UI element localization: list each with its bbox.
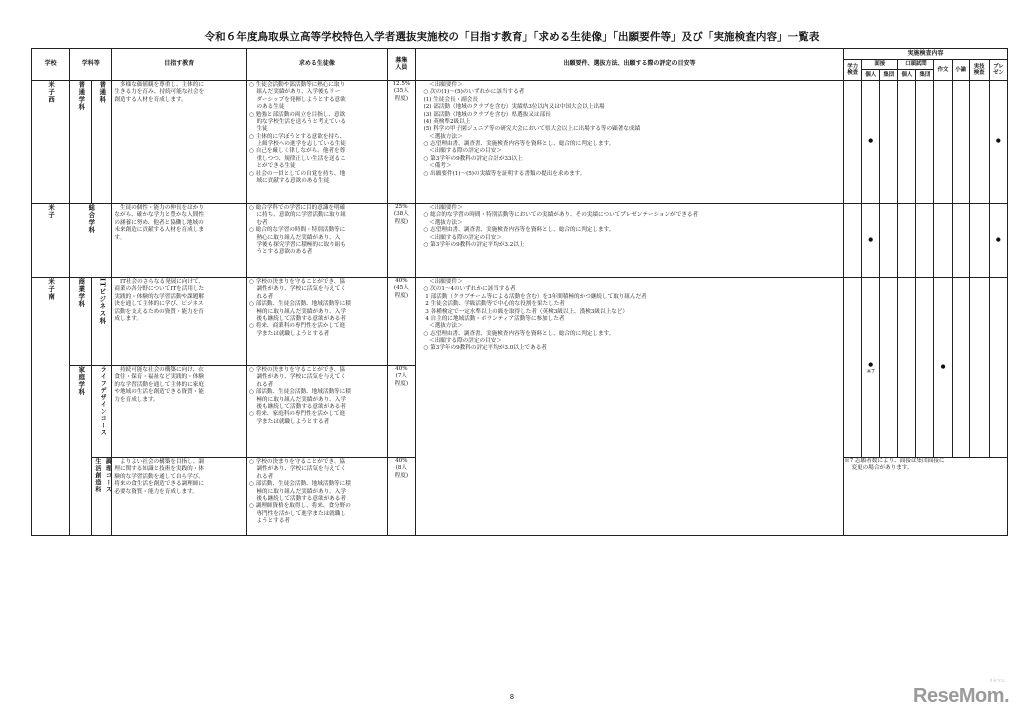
text-line: 必要な資質・能力を育成します。 xyxy=(114,488,198,495)
page-number: 8 xyxy=(510,694,514,701)
text-line: 学または就職しようとする者 xyxy=(249,418,330,425)
mark-cell xyxy=(969,204,989,278)
logo-ruby: リセマム xyxy=(989,678,1005,683)
sub-course-name: ITビジネス科 xyxy=(92,278,112,366)
requirements-text xyxy=(415,204,843,278)
text-line: む者 xyxy=(249,219,268,226)
capacity xyxy=(387,204,415,278)
text-line: ＜出願要件＞ xyxy=(417,82,463,88)
aim-text xyxy=(112,458,247,536)
mark-cell xyxy=(844,204,862,278)
header-course: 学科等 xyxy=(70,49,112,81)
capacity-line: 40% xyxy=(395,278,408,284)
page-title: 令和６年度鳥取県立高等学校特色入学者選抜実施校の「目指す教育」「求める生徒像」「出願要件等」及び「実施検査内容」一覧表 xyxy=(204,31,820,43)
text-line: (1) 生徒会長・副会長 xyxy=(417,96,478,103)
header-koutou-kojin: 個人 xyxy=(898,70,916,81)
course-name: 普通学科 xyxy=(70,81,92,204)
capacity-line: (7人 xyxy=(395,373,408,380)
mark-cell xyxy=(989,278,1007,458)
mark-cell xyxy=(880,204,898,278)
course-name: 商業学科 xyxy=(70,278,92,366)
text-line: 調性があり、学校に活気を与えてく xyxy=(249,286,346,293)
text-line: 後も継続して活動する意欲がある者 xyxy=(249,403,346,410)
text-line: うとする意欲のある者 xyxy=(249,249,313,256)
text-line: 生きる力を育み、持続可能な社会を xyxy=(114,89,205,96)
mark-cell xyxy=(844,81,862,204)
text-line: 活動を支えるための資質・能力を育 xyxy=(114,308,204,315)
header-shoronbun: 小論 xyxy=(952,60,969,81)
mark-cell: ● xyxy=(862,81,880,204)
text-line: ＜選抜方法＞ xyxy=(417,219,463,226)
mark-cell xyxy=(880,81,898,204)
text-line: ○ 部活動、生徒会活動、地域活動等に積 xyxy=(249,389,351,396)
mark-cell xyxy=(898,278,916,458)
text-line: 2 生徒会活動、学級活動等で中心的な役割を果たした者 xyxy=(417,301,565,308)
capacity xyxy=(387,366,415,458)
mark-cell xyxy=(969,278,989,458)
text-line: 的な学習活動を通して主体的に家庭 xyxy=(114,381,204,388)
mark-cell xyxy=(916,81,934,204)
text-line: 調性があり、学校に活気を与えてく xyxy=(249,374,346,381)
mark-cell xyxy=(934,81,952,204)
sub-course-name: 普通科 xyxy=(92,81,112,204)
text-line: ○ 将来、家庭科の専門性を活かして進 xyxy=(249,411,346,418)
text-line: 熱心に取り組んだ実績があり、入 xyxy=(249,234,341,241)
text-line: 的な学校生活を送ろうと考えている xyxy=(249,118,346,125)
header-mensetsu: 面接 xyxy=(862,60,898,70)
text-line: 域に貢献する意欲のある生徒 xyxy=(249,177,330,184)
mark-cell xyxy=(898,204,916,278)
text-line: 重しつつ、規律正しい生活を送るこ xyxy=(249,155,346,162)
capacity-line: 25% xyxy=(395,204,408,210)
header-aim: 目指す教育 xyxy=(112,49,247,81)
text-line: れる者 xyxy=(249,381,274,388)
table-row xyxy=(32,204,1008,278)
header-student: 求める生徒像 xyxy=(247,49,388,81)
mark-cell xyxy=(934,204,952,278)
text-line: に持ち、意欲的に学習活動に取り組 xyxy=(249,212,346,219)
text-line: ○ 次の(1)～(5)のいずれかに該当する者 xyxy=(417,89,525,96)
capacity-line: (35人 xyxy=(393,88,409,95)
capacity-line: (38人 xyxy=(393,211,409,218)
header-jitsugi: 実技 検査 xyxy=(969,60,989,81)
requirements-text xyxy=(415,278,843,536)
school-name: 米子西 xyxy=(32,81,70,204)
text-line: ＜出願要件＞ xyxy=(417,279,463,285)
mark-cell xyxy=(898,81,916,204)
mark-cell xyxy=(952,278,969,458)
text-line: ○ 学校の決まりを守ることができ、協 xyxy=(249,459,346,465)
mark-cell xyxy=(880,278,898,458)
mark-cell xyxy=(952,204,969,278)
text-line: ○ 社会の一員としての自覚を持ち、地 xyxy=(249,170,346,177)
text-line: (3) 部活動（地域のクラブを含む）県選抜又は部長 xyxy=(417,111,551,118)
text-line: 成します。 xyxy=(114,315,142,322)
capacity xyxy=(387,458,415,536)
course-name: 家庭学科 xyxy=(70,366,92,536)
student-text xyxy=(247,204,388,278)
capacity-line: 程度) xyxy=(394,380,409,387)
capacity-line: 程度) xyxy=(394,472,409,479)
text-line: 食住・保育・福祉など実践的・体験 xyxy=(114,374,204,381)
table-row xyxy=(32,278,1008,366)
capacity-line: 程度) xyxy=(394,218,409,225)
text-line: ○ 出願要件(1)～(5)の実績等を証明する書類の提出を求めます。 xyxy=(417,170,586,177)
aim-text xyxy=(112,278,247,366)
text-line: ○ 第3学年の9教科の評定平均が3.0以上である者 xyxy=(417,345,547,352)
text-line: ○ 将来、商業科の専門性を活かして進 xyxy=(249,323,346,330)
text-line: 実践的・体験的な学習活動や課題解 xyxy=(114,293,204,300)
text-line: ○ 主体的に学ぼうとする意欲を持ち、 xyxy=(249,133,346,140)
text-line: 験的な学習活動を通して自ら学び、 xyxy=(114,473,204,480)
text-line: 商業の各分野についてITを活用した xyxy=(114,286,205,293)
aim-text xyxy=(112,81,247,204)
text-line: 学後も探究学習に積極的に取り組も xyxy=(249,241,346,248)
header-capacity: 募集 人員 xyxy=(387,49,415,81)
header-gakuryoku: 学力 検査 xyxy=(844,60,862,81)
text-line: ○ 総合的な学習の時間・特別活動等においての実績があり、その実績についてプレゼンテーションができる者 xyxy=(417,212,699,219)
capacity-line: 程度) xyxy=(394,292,409,299)
text-line: ○ 勉強と部活動の両立を目指し、意欲 xyxy=(249,111,346,118)
text-line: (5) 科学の甲子園ジュニア等の研究大会において県大会以上に出場する等の顕著な成績 xyxy=(417,126,641,133)
student-text xyxy=(247,366,388,458)
header-mensetsu-shudan: 集団 xyxy=(880,70,898,81)
header-koutou: 口頭試問 xyxy=(898,60,934,70)
mark-cell: ● xyxy=(989,204,1007,278)
text-line: 極的に取り組んだ実績があり、入学 xyxy=(249,488,346,495)
student-text xyxy=(247,278,388,366)
header-koutou-shudan: 集団 xyxy=(916,70,934,81)
text-line: 変更の場合があります。 xyxy=(844,465,913,472)
selection-table xyxy=(31,48,1008,536)
mark-cell xyxy=(952,81,969,204)
text-line: ○ 第3学年の9教科の評定合計が33以上 xyxy=(417,155,523,162)
text-line: ＜選抜方法＞ xyxy=(417,133,463,140)
resemom-logo: ReseMom. リセマム xyxy=(913,678,1010,707)
mark-cell xyxy=(844,278,862,458)
text-line: ＜備考＞ xyxy=(417,163,452,170)
text-line: 上級学校への進学を志している生徒 xyxy=(249,141,346,147)
text-line: 3 各種検定で一定水準以上の級を取得した者（英検3級以上、漢検3級以上など） xyxy=(417,308,628,315)
text-line: れる者 xyxy=(249,293,274,300)
text-line: 学または就職しようとする者 xyxy=(249,330,330,337)
text-line: ＜出願する際の評定の目安＞ xyxy=(417,234,502,241)
header-requirements: 出願要件、選抜方法、出願する際の評定の目安等 xyxy=(415,49,843,81)
mark-cell xyxy=(969,81,989,204)
mark-cell: ● ※7 xyxy=(862,278,880,458)
text-line: 未来創造に貢献する人材を育成しま xyxy=(114,227,204,234)
capacity xyxy=(387,278,415,366)
text-line: ○ 調理師資格を取得し、将来、食分野の xyxy=(249,503,351,510)
text-line: ○ 学校の決まりを守ることができ、協 xyxy=(249,279,346,285)
school-name: 米子 xyxy=(32,204,70,278)
capacity-line: 12.5% xyxy=(392,81,411,87)
text-line: す。 xyxy=(114,234,126,241)
text-line: ＜選抜方法＞ xyxy=(417,323,463,330)
text-line: ○ 部活動、生徒会活動、地域活動等に積 xyxy=(249,301,351,308)
sub-course-name: ライフデザインコース xyxy=(92,366,112,458)
text-line: ようとする者 xyxy=(249,518,291,524)
course-name: 総合学科 xyxy=(70,204,112,278)
mark-cell: ● xyxy=(989,81,1007,204)
mark-cell: ● xyxy=(862,204,880,278)
text-line: 決を通して主体的に学び、ビジネス xyxy=(114,301,204,308)
text-line: ○ 自己を厳しく律しながら、他者を尊 xyxy=(249,148,346,155)
text-line: ながら、確かな学力と豊かな人間性 xyxy=(114,212,204,219)
text-line: ○ 学校の決まりを守ることができ、協 xyxy=(249,367,346,373)
capacity xyxy=(387,81,415,204)
text-line: とができる生徒 xyxy=(249,163,296,170)
mid-course-name: 生活創造科 xyxy=(93,458,101,493)
table-row xyxy=(32,81,1008,204)
aim-text xyxy=(112,204,247,278)
text-line: のある生徒 xyxy=(249,104,285,111)
capacity-line: 程度) xyxy=(394,95,409,102)
text-line: よりよい社会の構築を目指し、調 xyxy=(114,459,204,465)
text-line: 生徒の個性・能力の伸長をはかり xyxy=(114,205,204,211)
text-line: 生徒 xyxy=(249,126,268,133)
text-line: の涵養に努め、他者と協働し地域の xyxy=(114,219,204,226)
student-text xyxy=(247,458,388,536)
header-mensetsu-kojin: 個人 xyxy=(862,70,880,81)
mark-cell: ● xyxy=(934,278,952,458)
text-line: 後も継続して活動する意欲がある者 xyxy=(249,495,346,502)
text-line: 4 自主的に地域活動・ボランティア活動等に参加した者 xyxy=(417,315,565,322)
text-line: ダーシップを発揮しようとする意欲 xyxy=(249,96,346,103)
capacity-line: 40% xyxy=(395,458,408,464)
capacity-line: 40% xyxy=(395,366,408,372)
text-line: ○ 次の1～4のいずれかに該当する者 xyxy=(417,286,516,293)
text-line: ○ 総合学科での学習に目的意識を明確 xyxy=(249,205,346,211)
text-line: 理に関する知識と技術を実践的・体 xyxy=(114,466,204,473)
text-line: 多様な価値観を尊重し、主体的に xyxy=(114,82,204,88)
footnote xyxy=(844,458,1008,536)
student-text xyxy=(247,81,388,204)
text-line: ○ 第3学年の9教科の評定平均が3.2以上 xyxy=(417,241,525,248)
text-line: 後も継続して活動する意欲がある者 xyxy=(249,315,346,322)
text-line: ○ 志望理由書、調査書、実施検査内容等を資料とし、総合的に判定します。 xyxy=(417,330,615,337)
text-line: 極的に取り組んだ実績があり、入学 xyxy=(249,396,346,403)
capacity-line: (8人 xyxy=(395,465,408,472)
text-line: ＜出願要件＞ xyxy=(417,205,463,211)
requirements-text xyxy=(415,81,843,204)
sub-course-name: 生活創造科 調理コース xyxy=(92,458,112,536)
text-line: 専門性を活かして進学または就職し xyxy=(249,510,346,517)
text-line: ○ 総合的な学習の時間・特別活動等に xyxy=(249,227,346,234)
mark-cell xyxy=(916,278,934,458)
text-line: IT社会のさらなる発展に向けて、 xyxy=(114,279,205,285)
text-line: 創造する人材を育成します。 xyxy=(114,96,187,103)
header-exam: 実施検査内容 xyxy=(844,49,1008,60)
text-line: ＜出願する際の評定の目安＞ xyxy=(417,338,502,344)
text-line: ○ 生徒会活動や部活動等に熱心に取り xyxy=(249,82,346,88)
school-name: 米子南 xyxy=(32,278,70,536)
text-line: 組んだ実績があり、入学後もリー xyxy=(249,89,341,96)
mark-cell xyxy=(916,204,934,278)
text-line: ＜出願する際の評定の目安＞ xyxy=(417,148,502,155)
text-line: 力を育成します。 xyxy=(114,396,159,403)
text-line: 持続可能な社会の構築に向け、衣 xyxy=(114,367,204,373)
text-line: れる者 xyxy=(249,473,274,480)
text-line: ○ 志望理由書、調査書、実施検査内容等を資料とし、総合的に判定します。 xyxy=(417,227,615,234)
text-line: (2) 部活動（地域のクラブを含む）実績県3位以内又は中国大会以上出場 xyxy=(417,104,605,111)
text-line: 調性があり、学校に活気を与えてく xyxy=(249,466,346,473)
text-line: や地域の生活を創造できる資質・能 xyxy=(114,389,204,396)
aim-text xyxy=(112,366,247,458)
header-school: 学校 xyxy=(32,49,70,81)
text-line: ※7 志願者数により、面接は集団面接に xyxy=(844,458,945,464)
text-line: ○ 部活動、生徒会活動、地域活動等に積 xyxy=(249,481,351,488)
text-line: 将来の食生活を創造できる調理師に xyxy=(114,481,204,488)
note-mark: ※7 xyxy=(866,369,875,375)
header-sakubun: 作文 xyxy=(934,60,952,81)
text-line: ○ 志望理由書、調査書、実施検査内容等を資料とし、総合的に判定します。 xyxy=(417,141,615,147)
text-line: (4) 英検準2級以上 xyxy=(417,118,471,125)
header-presen: プレ ゼン xyxy=(989,60,1007,81)
capacity-line: (45人 xyxy=(393,285,409,292)
text-line: 1 部活動（クラブチーム等による活動を含む）を3年間積極的かつ継続して取り組んだ者 xyxy=(417,293,647,300)
text-line: 極的に取り組んだ実績があり、入学 xyxy=(249,308,346,315)
